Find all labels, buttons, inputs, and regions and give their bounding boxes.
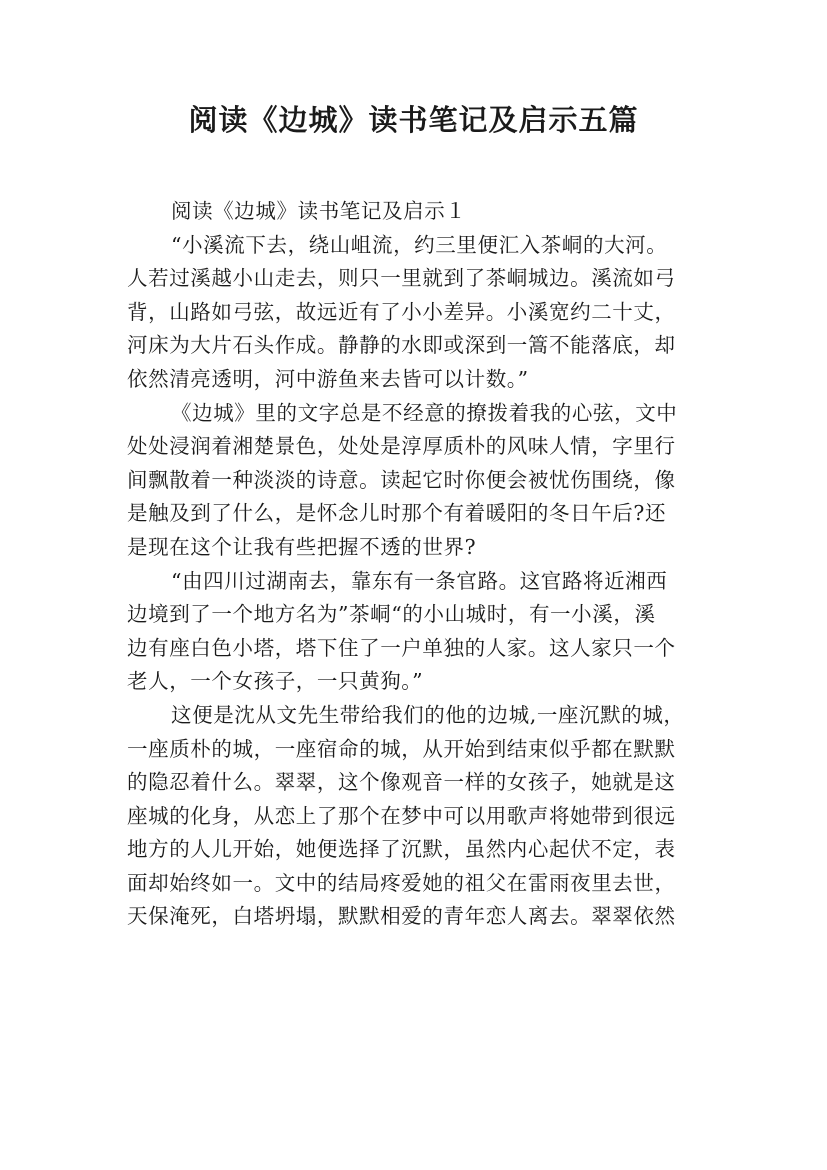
- document-body: [127, 195, 717, 934]
- text-line: 依然清亮透明，河中游鱼来去皆可以计数。”: [127, 366, 529, 391]
- text-line: 边境到了一个地方名为”茶峒“的小山城时，有一小溪，溪: [127, 602, 656, 627]
- text-line: 处处浸润着湘楚景色，处处是淳厚质朴的风味人情，字里行: [127, 434, 676, 459]
- text-line: 阅读《边城》读书笔记及启示１: [171, 199, 467, 223]
- text-line: 《边城》里的文字总是不经意的撩拨着我的心弦，文中: [171, 400, 678, 425]
- text-line: 面却始终如一。文中的结局疼爱她的祖父在雷雨夜里去世，: [127, 870, 676, 895]
- text-line: 一座质朴的城，一座宿命的城，从开始到结束似乎都在默默: [127, 736, 676, 761]
- document-title: 阅读《边城》读书笔记及启示五篇: [188, 103, 639, 137]
- text-line: 河床为大片石头作成。静静的水即或深到一篙不能落底，却: [127, 333, 676, 358]
- text-line: “由四川过湖南去，靠东有一条官路。这官路将近湘西: [171, 568, 668, 593]
- text-line: 背，山路如弓弦，故远近有了小小差异。小溪宽约二十丈，: [127, 299, 676, 324]
- text-line: 座城的化身，从恋上了那个在梦中可以用歌声将她带到很远: [127, 803, 676, 828]
- text-line: 这便是沈从文先生带给我们的他的边城,一座沉默的城，: [171, 702, 685, 727]
- text-line: 是触及到了什么，是怀念儿时那个有着暖阳的冬日午后?还: [127, 501, 667, 526]
- text-line: 老人，一个女孩子，一只黄狗。”: [127, 669, 424, 694]
- text-line: 边有座白色小塔，塔下住了一户单独的人家。这人家只一个: [127, 635, 676, 660]
- text-line: 人若过溪越小山走去，则只一里就到了茶峒城边。溪流如弓: [127, 266, 676, 291]
- text-line: 间飘散着一种淡淡的诗意。读起它时你便会被忧伤围绕，像: [127, 467, 676, 492]
- text-line: “小溪流下去，绕山岨流，约三里便汇入茶峒的大河。: [171, 232, 668, 257]
- text-line: 的隐忍着什么。翠翠，这个像观音一样的女孩子，她就是这: [127, 770, 676, 795]
- text-line: 是现在这个让我有些把握不透的世界?: [127, 534, 477, 559]
- text-line: 地方的人儿开始，她便选择了沉默，虽然内心起伏不定，表: [127, 837, 676, 862]
- text-line: 天保淹死，白塔坍塌，默默相爱的青年恋人离去。翠翠依然: [127, 904, 676, 929]
